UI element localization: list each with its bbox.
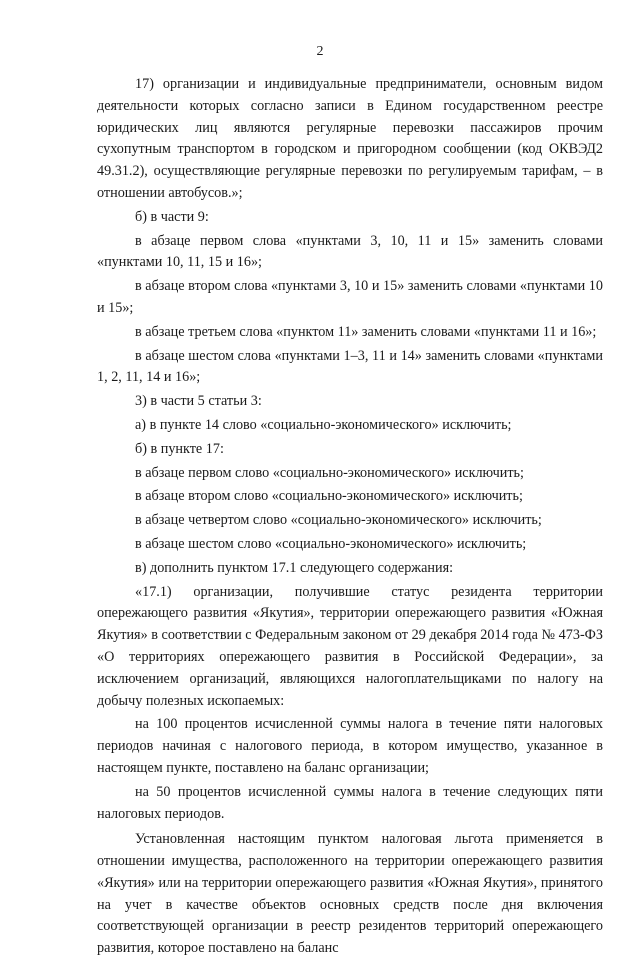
document-body	[97, 74, 603, 960]
paragraph-p17-abzac-second: в абзаце втором слово «социально-экономического» исключить;	[135, 488, 523, 505]
paragraph-add-17-1: в) дополнить пунктом 17.1 следующего содержания:	[135, 559, 454, 576]
paragraph-item-17-1-text: «17.1) организации, получившие статус резидента территории опережающего развития «Якутия», территории опережающего развития «Южная Якутия» в соответствии с Федеральным законом от 29 декабря 2014 года № 473-ФЗ «О территориях опережающего развития в Российской Федерации», за исключением организаций, являющихся налогоплательщиками по налогу на добычу полезных ископаемых:	[97, 583, 603, 709]
paragraph-p17-abzac-sixth: в абзаце шестом слово «социально-экономического» исключить;	[135, 535, 527, 552]
paragraph-benefit-conditions: Установленная настоящим пунктом налоговая льгота применяется в отношении имущества, расположенного на территории опережающего развития «Якутия» или на территории опережающего развития «Южная Якутия», принятого на учет в качестве объектов основных средств после дня включения соответствующей организации в реестр резидентов территорий опережающего развития, которое поставлено на баланс	[97, 831, 603, 957]
paragraph-article-3-heading: 3) в части 5 статьи 3:	[135, 393, 262, 410]
paragraph-item-17: 17) организации и индивидуальные предприниматели, основным видом деятельности которых согласно записи в Едином государственном реестре юридических лиц являются регулярные перевозки пассажиров прочим сухопутным транспортом в городском и пригородном сообщении (код ОКВЭД2 49.31.2), осуществляющие регулярные перевозки по регулируемым тарифам, – в отношении автобусов.»;	[97, 76, 603, 201]
paragraph-p17-abzac-first: в абзаце первом слово «социально-экономического» исключить;	[135, 464, 524, 481]
paragraph-point-17-heading: б) в пункте 17:	[135, 440, 224, 457]
page-number: 2	[316, 44, 324, 59]
paragraph-point-14: а) в пункте 14 слово «социально-экономического» исключить;	[135, 416, 512, 433]
paragraph-50-percent: на 50 процентов исчисленной суммы налога в течение следующих пяти налоговых периодов.	[97, 783, 603, 822]
paragraph-part-9-heading: б) в части 9:	[135, 208, 209, 225]
paragraph-abzac-sixth: в абзаце шестом слова «пунктами 1–3, 11 и 14» заменить словами «пунктами 1, 2, 11, 14 и 16»;	[97, 347, 603, 386]
paragraph-abzac-first: в абзаце первом слова «пунктами 3, 10, 11 и 15» заменить словами «пунктами 10, 11, 15 и 16»;	[97, 232, 603, 271]
paragraph-abzac-second: в абзаце втором слова «пунктами 3, 10 и 15» заменить словами «пунктами 10 и 15»;	[97, 278, 603, 316]
paragraph-abzac-third: в абзаце третьем слова «пунктом 11» заменить словами «пунктами 11 и 16»;	[135, 323, 597, 340]
paragraph-100-percent: на 100 процентов исчисленной суммы налога в течение пяти налоговых периодов начиная с налогового периода, в котором имущество, указанное в настоящем пункте, поставлено на баланс организации;	[97, 716, 603, 776]
paragraph-p17-abzac-fourth: в абзаце четвертом слово «социально-экономического» исключить;	[135, 512, 542, 529]
